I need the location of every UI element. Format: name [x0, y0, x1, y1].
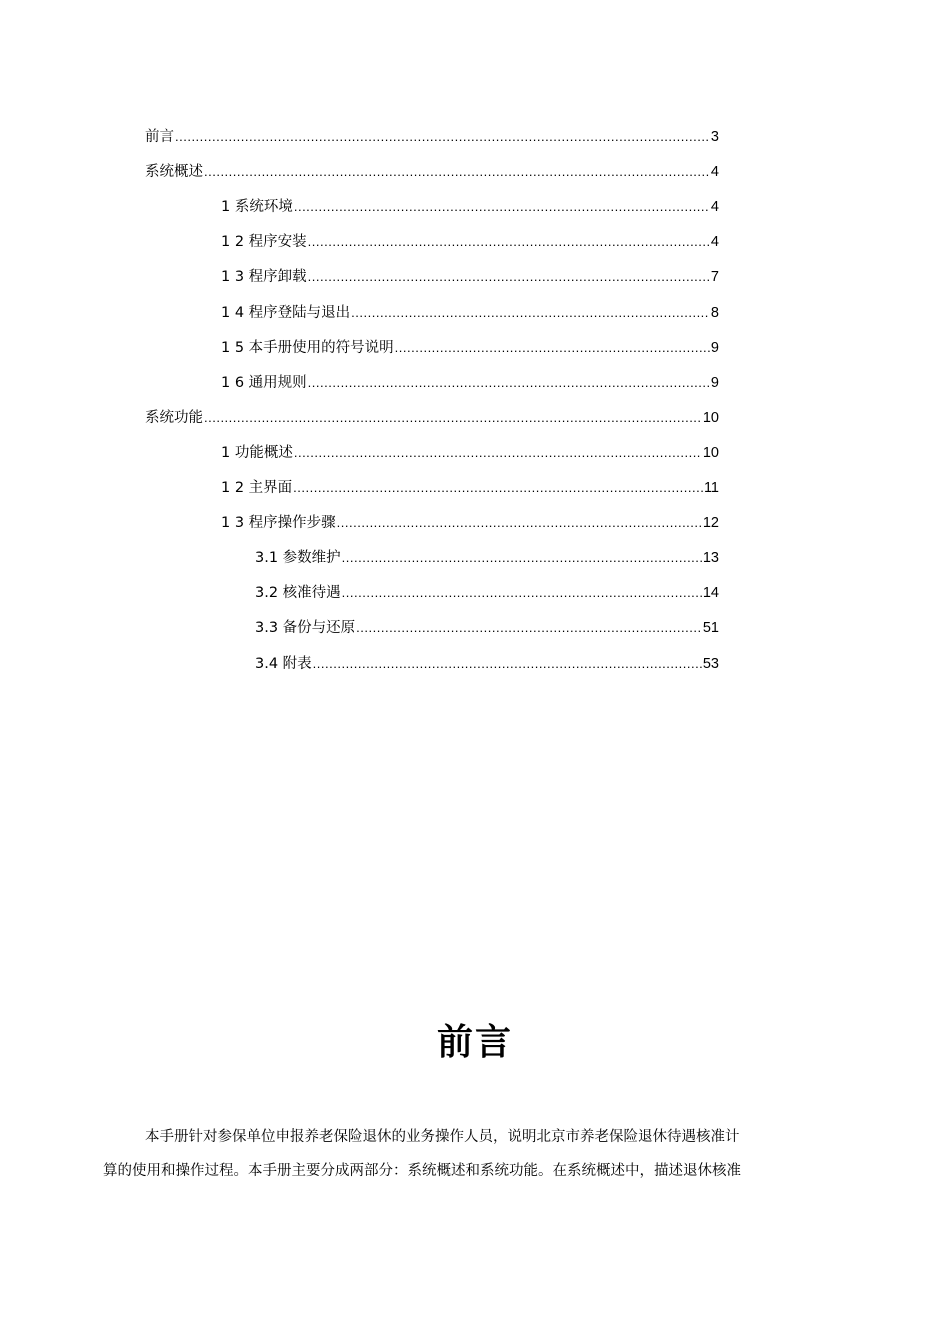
toc-dot-leader	[342, 548, 702, 568]
toc-entry[interactable]	[221, 478, 719, 498]
toc-page-number: 9	[710, 374, 719, 391]
toc-entry-label: 3.4 附表	[255, 655, 312, 672]
toc-entry[interactable]	[145, 408, 719, 428]
toc-page-number: 4	[710, 164, 719, 181]
toc-entry[interactable]	[221, 373, 719, 393]
toc-dot-leader	[351, 303, 710, 323]
toc-entry-label: 1 系统环境	[221, 199, 293, 216]
toc-page-number: 51	[702, 620, 719, 637]
toc-entry[interactable]	[255, 618, 719, 638]
section-heading: 前言	[436, 1021, 513, 1063]
toc-dot-leader	[342, 583, 702, 603]
toc-entry-label: 1 4 程序登陆与退出	[221, 304, 351, 321]
toc-entry[interactable]	[145, 162, 719, 182]
toc-entry-label: 1 3 程序卸载	[221, 269, 307, 286]
toc-entry-label: 前言	[145, 129, 174, 145]
toc-dot-leader	[308, 373, 710, 393]
toc-dot-leader	[294, 197, 710, 217]
toc-page-number: 3	[710, 129, 719, 145]
toc-entry-label: 1 2 程序安装	[221, 234, 307, 251]
toc-dot-leader	[356, 618, 702, 638]
toc-entry-label: 系统概述	[145, 164, 203, 181]
toc-page-number: 7	[710, 269, 719, 286]
toc-page-number: 10	[702, 409, 719, 426]
paragraph-line-2: 算的使用和操作过程。本手册主要分成两部分：系统概述和系统功能。在系统概述中，描述退休核准	[103, 1163, 741, 1179]
toc-entry-label: 1 5 本手册使用的符号说明	[221, 339, 394, 356]
toc-dot-leader	[294, 443, 702, 463]
paragraph-line-1: 本手册针对参保单位申报养老保险退休的业务操作人员，说明北京市养老保险退休待遇核准计	[145, 1129, 740, 1145]
toc-page-number: 53	[702, 655, 719, 672]
toc-entry[interactable]	[221, 303, 719, 323]
toc-dot-leader	[308, 267, 710, 287]
toc-page-number: 9	[710, 339, 719, 356]
toc-entry-label: 3.2 核准待遇	[255, 585, 341, 602]
toc-entry-label: 1 功能概述	[221, 444, 293, 461]
toc-entry[interactable]	[221, 513, 719, 533]
toc-page-number: 14	[702, 585, 719, 602]
toc-page-number: 4	[710, 234, 719, 251]
toc-entry[interactable]	[255, 583, 719, 603]
toc-entry[interactable]	[221, 443, 719, 463]
toc-page-number: 12	[702, 515, 719, 532]
toc-dot-leader	[313, 654, 702, 674]
toc-entry-label: 3.1 参数维护	[255, 550, 341, 567]
toc-entry[interactable]	[221, 338, 719, 358]
toc-entry-label: 1 3 程序操作步骤	[221, 515, 336, 532]
toc-entry[interactable]	[221, 267, 719, 287]
toc-page-number: 8	[710, 304, 719, 321]
toc-dot-leader	[204, 162, 710, 182]
toc-dot-leader	[337, 513, 702, 533]
toc-entry[interactable]	[145, 127, 719, 147]
toc-dot-leader	[293, 478, 703, 498]
toc-entry-label: 3.3 备份与还原	[255, 620, 356, 637]
toc-page-number: 11	[703, 480, 719, 496]
toc-dot-leader	[395, 338, 710, 358]
intro-paragraph	[103, 1120, 803, 1188]
toc-entry[interactable]	[255, 548, 719, 568]
toc-page-number: 4	[710, 199, 719, 216]
toc-entry[interactable]	[255, 654, 719, 674]
toc-dot-leader	[308, 232, 710, 252]
toc-dot-leader	[175, 127, 710, 147]
toc-dot-leader	[204, 408, 702, 428]
toc-page-number: 13	[702, 550, 719, 567]
toc-entry-label: 1 2 主界面	[221, 480, 293, 496]
toc-page-number: 10	[702, 444, 719, 461]
toc-entry[interactable]	[221, 232, 719, 252]
toc-entry-label: 1 6 通用规则	[221, 374, 307, 391]
toc-entry[interactable]	[221, 197, 719, 217]
toc-entry-label: 系统功能	[145, 409, 203, 426]
